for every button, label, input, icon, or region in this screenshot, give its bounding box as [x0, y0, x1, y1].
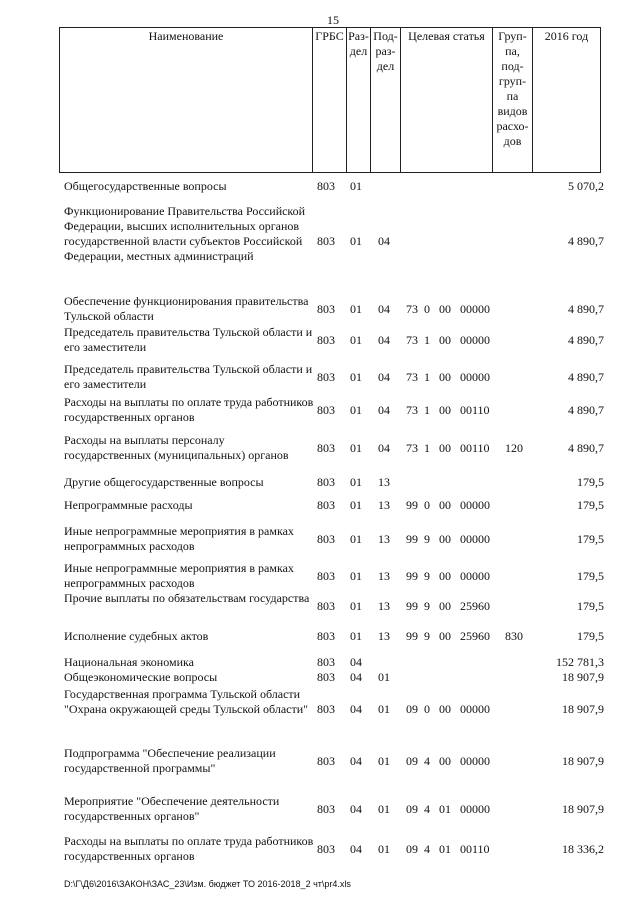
cell-target-direction: 00000 [460, 531, 490, 546]
cell-target-event: 00 [439, 531, 451, 546]
cell-podrazdel: 04 [378, 440, 390, 455]
cell-target-direction: 00000 [460, 801, 490, 816]
header-grbs: ГРБС [313, 28, 347, 173]
cell-grbs: 803 [317, 369, 335, 384]
cell-target-program: 99 [406, 568, 418, 583]
cell-podrazdel: 13 [378, 475, 390, 489]
cell-target-direction: 00000 [460, 568, 490, 583]
cell-grbs: 803 [317, 440, 335, 455]
cell-podrazdel: 13 [378, 531, 390, 546]
cell-grbs: 803 [317, 841, 335, 856]
cell-amount: 4 890,7 [568, 234, 604, 248]
cell-razdel: 01 [350, 402, 362, 417]
cell-grbs: 803 [317, 498, 335, 512]
cell-razdel: 04 [350, 841, 362, 856]
cell-target-direction: 00000 [460, 301, 490, 316]
cell-target-program: 99 [406, 629, 418, 643]
row-name: Другие общегосударственные вопросы [64, 475, 264, 489]
cell-target-event: 00 [439, 702, 451, 716]
cell-target-program: 73 [406, 402, 418, 417]
page-number: 15 [327, 13, 339, 27]
cell-amount: 152 781,3 [556, 655, 604, 669]
cell-podrazdel: 01 [378, 841, 390, 856]
row-name: Мероприятие "Обеспечение деятельности государственных органов" [64, 794, 280, 823]
cell-podrazdel: 01 [378, 670, 390, 684]
cell-target-program: 99 [406, 498, 418, 512]
cell-amount: 5 070,2 [568, 179, 604, 193]
cell-podrazdel: 04 [378, 301, 390, 316]
cell-target-subprogram: 1 [424, 332, 430, 347]
cell-target-subprogram: 9 [424, 598, 430, 613]
cell-razdel: 04 [350, 753, 362, 768]
row-name: Иные непрограммные мероприятия в рамках непрограммных расходов [64, 524, 294, 553]
file-path-footer: D:\Г\Д6\2016\ЗАКОН\ЗАС_23\Изм. бюджет ТО 2016-2018_2 чт\pr4.xls [64, 879, 351, 889]
cell-target-program: 99 [406, 531, 418, 546]
cell-amount: 4 890,7 [568, 369, 604, 384]
cell-target-subprogram: 0 [424, 301, 430, 316]
row-name: Государственная программа Тульской области "Охрана окружающей среды Тульской области" [64, 687, 309, 716]
row-name: Исполнение судебных актов [64, 629, 209, 643]
cell-razdel: 04 [350, 702, 362, 716]
cell-amount: 18 907,9 [562, 702, 604, 716]
row-name: Общеэкономические вопросы [64, 670, 218, 684]
row-name: Национальная экономика [64, 655, 194, 669]
cell-target-subprogram: 4 [424, 801, 430, 816]
row-name: Функционирование Правительства Российской Федерации, высших исполнительных органов государственной власти субъектов Российской Федерации, местных администраций [64, 204, 306, 263]
header-year: 2016 год [533, 28, 601, 173]
cell-podrazdel: 13 [378, 598, 390, 613]
cell-amount: 179,5 [577, 598, 604, 613]
row-name: Расходы на выплаты по оплате труда работников государственных органов [64, 834, 314, 863]
cell-target-direction: 00000 [460, 498, 490, 512]
cell-target-program: 09 [406, 753, 418, 768]
cell-amount: 18 907,9 [562, 753, 604, 768]
cell-target-subprogram: 1 [424, 402, 430, 417]
cell-razdel: 01 [350, 234, 362, 248]
cell-target-direction: 00000 [460, 753, 490, 768]
cell-podrazdel: 04 [378, 369, 390, 384]
cell-target-subprogram: 9 [424, 531, 430, 546]
cell-razdel: 01 [350, 598, 362, 613]
cell-grbs: 803 [317, 568, 335, 583]
cell-grbs: 803 [317, 801, 335, 816]
cell-target-direction: 25960 [460, 598, 490, 613]
cell-razdel: 01 [350, 301, 362, 316]
cell-amount: 4 890,7 [568, 440, 604, 455]
row-name: Расходы на выплаты по оплате труда работников государственных органов [64, 395, 314, 424]
cell-amount: 179,5 [577, 498, 604, 512]
cell-amount: 18 907,9 [562, 801, 604, 816]
cell-razdel: 04 [350, 655, 362, 669]
row-name: Расходы на выплаты персоналу государственных (муниципальных) органов [64, 433, 289, 462]
cell-target-event: 00 [439, 629, 451, 643]
cell-target-program: 99 [406, 598, 418, 613]
cell-target-event: 00 [439, 568, 451, 583]
cell-amount: 4 890,7 [568, 402, 604, 417]
cell-podrazdel: 01 [378, 801, 390, 816]
cell-target-subprogram: 9 [424, 629, 430, 643]
cell-grbs: 803 [317, 301, 335, 316]
cell-target-subprogram: 1 [424, 369, 430, 384]
cell-grbs: 803 [317, 670, 335, 684]
cell-podrazdel: 04 [378, 332, 390, 347]
row-name: Председатель правительства Тульской области и его заместители [64, 362, 313, 391]
cell-razdel: 01 [350, 498, 362, 512]
cell-grbs: 803 [317, 629, 335, 643]
cell-target-direction: 00000 [460, 369, 490, 384]
header-target: Целевая статья [401, 28, 493, 173]
cell-target-subprogram: 0 [424, 702, 430, 716]
row-name: Обеспечение функционирования правительства Тульской области [64, 294, 309, 323]
cell-target-subprogram: 4 [424, 753, 430, 768]
cell-podrazdel: 01 [378, 702, 390, 716]
cell-razdel: 01 [350, 531, 362, 546]
cell-grbs: 803 [317, 402, 335, 417]
row-name: Подпрограмма "Обеспечение реализации государственной программы" [64, 746, 276, 775]
cell-razdel: 04 [350, 801, 362, 816]
cell-razdel: 01 [350, 440, 362, 455]
cell-razdel: 01 [350, 568, 362, 583]
header-podrazdel: Под- раз- дел [371, 28, 401, 173]
cell-vid: 830 [505, 629, 523, 643]
cell-amount: 179,5 [577, 531, 604, 546]
cell-grbs: 803 [317, 753, 335, 768]
cell-target-subprogram: 4 [424, 841, 430, 856]
cell-grbs: 803 [317, 531, 335, 546]
cell-podrazdel: 13 [378, 498, 390, 512]
cell-amount: 179,5 [577, 475, 604, 489]
cell-target-event: 00 [439, 301, 451, 316]
row-name: Иные непрограммные мероприятия в рамках непрограммных расходов [64, 561, 294, 590]
cell-target-event: 00 [439, 369, 451, 384]
row-name: Председатель правительства Тульской области и его заместители [64, 325, 313, 354]
cell-grbs: 803 [317, 475, 335, 489]
cell-podrazdel: 13 [378, 629, 390, 643]
row-name: Прочие выплаты по обязательствам государства [64, 591, 310, 605]
cell-grbs: 803 [317, 179, 335, 193]
cell-amount: 179,5 [577, 629, 604, 643]
cell-podrazdel: 01 [378, 753, 390, 768]
cell-podrazdel: 04 [378, 402, 390, 417]
header-name: Наименование [60, 28, 313, 173]
cell-target-program: 73 [406, 332, 418, 347]
header-razdel: Раз- дел [347, 28, 371, 173]
cell-target-program: 73 [406, 369, 418, 384]
cell-target-program: 09 [406, 702, 418, 716]
cell-razdel: 01 [350, 179, 362, 193]
header-vid: Груп- па, под- груп- па видов расхо- дов [493, 28, 533, 173]
cell-target-direction: 25960 [460, 629, 490, 643]
row-name: Общегосударственные вопросы [64, 179, 227, 193]
cell-target-direction: 00110 [460, 440, 490, 455]
cell-target-event: 01 [439, 801, 451, 816]
cell-target-direction: 00000 [460, 702, 490, 716]
cell-target-direction: 00000 [460, 332, 490, 347]
cell-podrazdel: 04 [378, 234, 390, 248]
cell-grbs: 803 [317, 598, 335, 613]
cell-target-direction: 00110 [460, 402, 490, 417]
cell-amount: 179,5 [577, 568, 604, 583]
cell-target-event: 00 [439, 440, 451, 455]
cell-amount: 18 907,9 [562, 670, 604, 684]
cell-target-direction: 00110 [460, 841, 490, 856]
cell-target-event: 00 [439, 498, 451, 512]
cell-target-event: 00 [439, 598, 451, 613]
cell-target-event: 00 [439, 402, 451, 417]
cell-target-subprogram: 9 [424, 568, 430, 583]
cell-razdel: 04 [350, 670, 362, 684]
cell-grbs: 803 [317, 655, 335, 669]
cell-amount: 18 336,2 [562, 841, 604, 856]
cell-amount: 4 890,7 [568, 301, 604, 316]
cell-target-program: 73 [406, 440, 418, 455]
cell-podrazdel: 13 [378, 568, 390, 583]
cell-razdel: 01 [350, 332, 362, 347]
cell-target-program: 09 [406, 801, 418, 816]
cell-target-program: 09 [406, 841, 418, 856]
cell-target-event: 01 [439, 841, 451, 856]
cell-amount: 4 890,7 [568, 332, 604, 347]
cell-target-subprogram: 1 [424, 440, 430, 455]
cell-razdel: 01 [350, 475, 362, 489]
cell-grbs: 803 [317, 332, 335, 347]
cell-vid: 120 [505, 440, 523, 455]
cell-grbs: 803 [317, 234, 335, 248]
cell-razdel: 01 [350, 369, 362, 384]
cell-grbs: 803 [317, 702, 335, 716]
cell-target-event: 00 [439, 753, 451, 768]
cell-razdel: 01 [350, 629, 362, 643]
row-name: Непрограммные расходы [64, 498, 193, 512]
cell-target-program: 73 [406, 301, 418, 316]
cell-target-subprogram: 0 [424, 498, 430, 512]
cell-target-event: 00 [439, 332, 451, 347]
